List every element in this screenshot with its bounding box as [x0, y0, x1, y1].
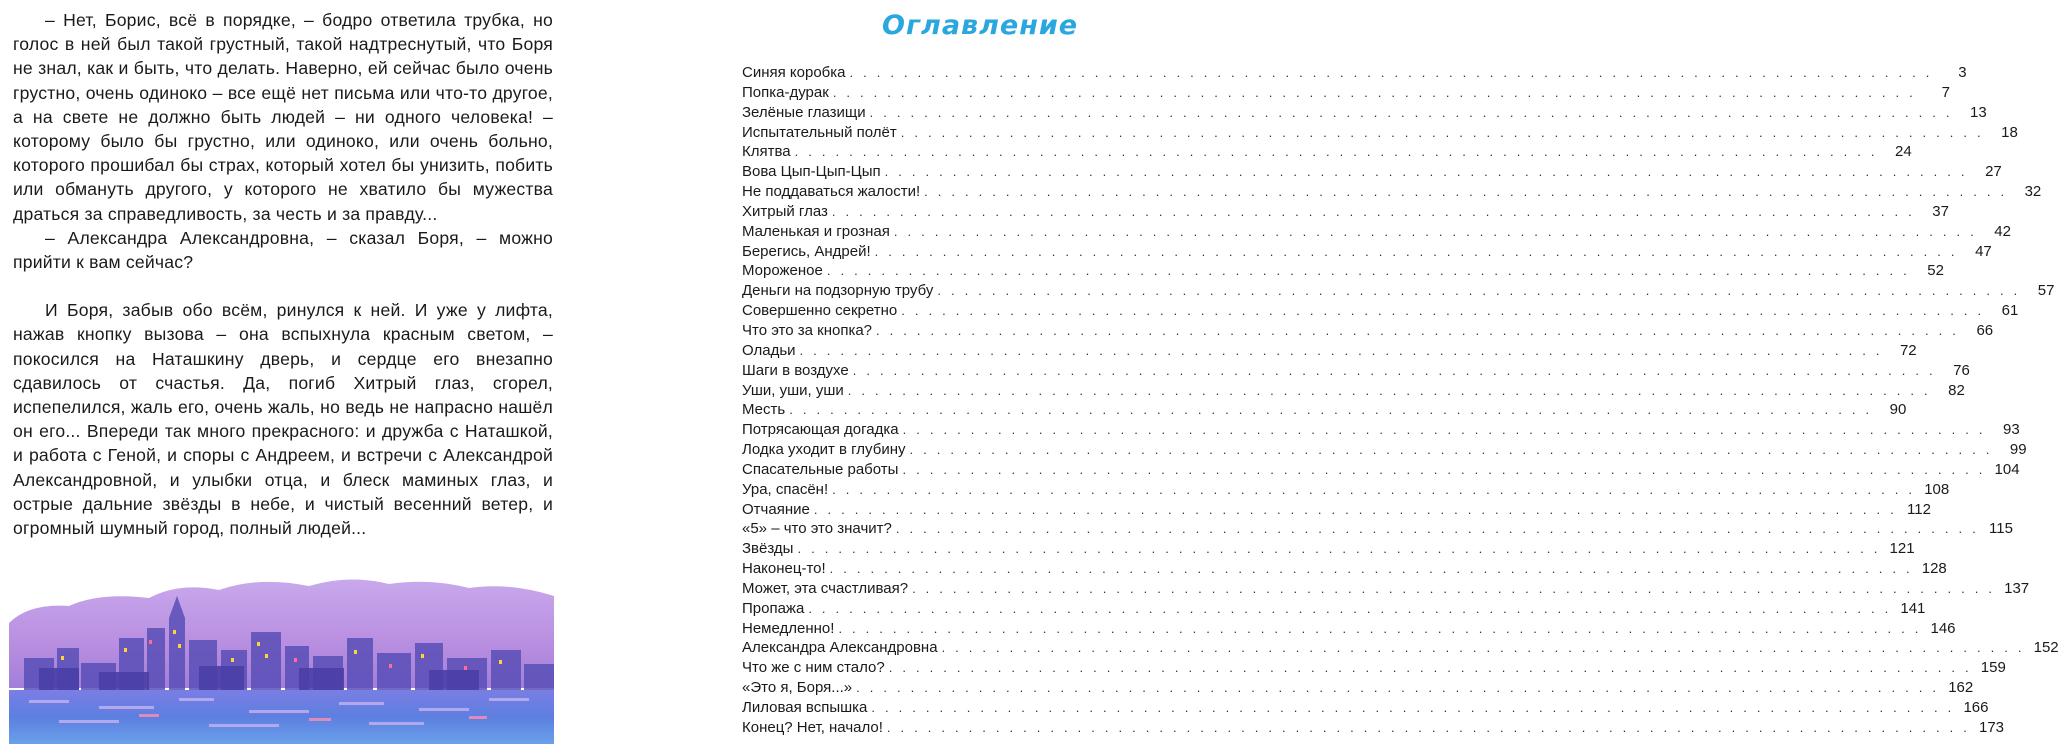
toc-entry-title: Не поддаваться жалости!	[742, 183, 921, 201]
toc-entry-page: 137	[2004, 579, 2030, 597]
toc-entry[interactable]	[742, 440, 2027, 460]
toc-entry[interactable]	[742, 539, 1915, 559]
toc-leader-dots: . . . . . . . . . . . . . . . . . . . . . . . . . . . . . . . . . . . . . . . . . . . . . . . . . . . . . . . . . . . . . . . . . . . . . . . . . . . . . . . .	[902, 461, 1986, 477]
toc-entry-title: Оладьи	[742, 341, 796, 359]
toc-entry[interactable]	[742, 162, 2002, 182]
toc-entry[interactable]	[742, 420, 2020, 440]
toc-leader-dots: . . . . . . . . . . . . . . . . . . . . . . . . . . . . . . . . . . . . . . . . . . . . . . . . . . . . . . . . . . . . . . . . . . . . . . . . . . . . . . . .	[874, 243, 1958, 259]
toc-entry[interactable]	[742, 718, 2005, 738]
toc-leader-dots: . . . . . . . . . . . . . . . . . . . . . . . . . . . . . . . . . . . . . . . . . . . . . . . . . . . . . . . . . . . . . . . . . . . . . . . . . . . . . . . .	[829, 561, 1913, 577]
toc-entry[interactable]	[742, 301, 2019, 321]
toc-entry-title: Зелёные глазищи	[742, 103, 866, 121]
toc-entry-page: 90	[1889, 401, 1907, 419]
toc-leader-dots: . . . . . . . . . . . . . . . . . . . . . . . . . . . . . . . . . . . . . . . . . . . . . . . . . . . . . . . . . . . . . . . . . . . . . . . . . . . . . . . .	[856, 680, 1940, 696]
toc-entry-page: 152	[2033, 639, 2059, 657]
toc-leader-dots: . . . . . . . . . . . . . . . . . . . . . . . . . . . . . . . . . . . . . . . . . . . . . . . . . . . . . . . . . . . . . . . . . . . . . . . . . . . . . . . .	[794, 144, 1878, 160]
toc-entry-page: 108	[1924, 480, 1950, 498]
toc-entry[interactable]	[742, 182, 2042, 202]
toc-leader-dots: . . . . . . . . . . . . . . . . . . . . . . . . . . . . . . . . . . . . . . . . . . . . . . . . . . . . . . . . . . . . . . . . . . . . . . . . . . . . . . . .	[847, 382, 1931, 398]
toc-entry[interactable]	[742, 579, 2030, 599]
toc-entry-title: Совершенно секретно	[742, 302, 898, 320]
toc-leader-dots: . . . . . . . . . . . . . . . . . . . . . . . . . . . . . . . . . . . . . . . . . . . . . . . . . . . . . . . . . . . . . . . . . . . . . . . . . . . . . . . .	[941, 640, 2025, 656]
toc-entry-title: Потрясающая догадка	[742, 421, 899, 439]
toc-heading: Оглавление	[882, 10, 1079, 41]
toc-entry-title: Шаги в воздухе	[742, 361, 849, 379]
story-paragraph-1: – Нет, Борис, всё в порядке, – бодро ответила трубка, но голос в ней был такой грустный, такой надтреснутый, что Боря не знал, как и быть, что делать. Наверно, ей сейчас было очень грустно, очень одиноко – все ещё нет письма или что-то другое, а на свете не должно быть людей – ни одного человека! – которому было бы грустно, или одиноко, или очень больно, которого прошибал бы страх, который хотел бы унизить, побить или обмануть другого, у которого не хватило бы мужества драться за справедливость, за честь и за правду...	[13, 10, 553, 224]
toc-leader-dots: . . . . . . . . . . . . . . . . . . . . . . . . . . . . . . . . . . . . . . . . . . . . . . . . . . . . . . . . . . . . . . . . . . . . . . . . . . . . . . . .	[799, 342, 1883, 358]
toc-entry-page: 72	[1899, 341, 1917, 359]
toc-entry[interactable]	[742, 698, 1989, 718]
toc-entry-page: 159	[1980, 659, 2006, 677]
toc-entry-title: «5» – что это значит?	[742, 520, 892, 538]
toc-entry-title: Отчаяние	[742, 500, 810, 518]
toc-entry[interactable]	[742, 500, 1931, 520]
toc-leader-dots: . . . . . . . . . . . . . . . . . . . . . . . . . . . . . . . . . . . . . . . . . . . . . . . . . . . . . . . . . . . . . . . . . . . . . . . . . . . . . . . .	[937, 283, 2021, 299]
toc-entry[interactable]	[742, 281, 2055, 301]
toc-leader-dots: . . . . . . . . . . . . . . . . . . . . . . . . . . . . . . . . . . . . . . . . . . . . . . . . . . . . . . . . . . . . . . . . . . . . . . . . . . . . . . . .	[902, 422, 1986, 438]
toc-entry-page: 166	[1963, 699, 1989, 716]
toc-leader-dots: . . . . . . . . . . . . . . . . . . . . . . . . . . . . . . . . . . . . . . . . . . . . . . . . . . . . . . . . . . . . . . . . . . . . . . . . . . . . . . . .	[831, 203, 1915, 219]
toc-entry-page: 18	[2001, 123, 2018, 141]
toc-entry-page: 104	[1994, 460, 2020, 478]
toc-entry-title: Что же с ним стало?	[742, 659, 885, 677]
toc-entry[interactable]	[742, 341, 1917, 361]
toc-entry-title: Деньги на подзорную трубу	[742, 282, 934, 300]
left-page	[0, 0, 600, 750]
toc-entry-page: 24	[1895, 143, 1912, 161]
toc-entry[interactable]	[742, 599, 1926, 619]
toc-leader-dots: . . . . . . . . . . . . . . . . . . . . . . . . . . . . . . . . . . . . . . . . . . . . . . . . . . . . . . . . . . . . . . . . . . . . . . . . . . . . . . . .	[832, 84, 1916, 100]
toc-entry-page: 93	[2003, 421, 2020, 439]
city-skyline-illustration	[9, 568, 554, 744]
toc-entry[interactable]	[742, 638, 2059, 658]
toc-leader-dots: . . . . . . . . . . . . . . . . . . . . . . . . . . . . . . . . . . . . . . . . . . . . . . . . . . . . . . . . . . . . . . . . . . . . . . . . . . . . . . . .	[895, 521, 1979, 537]
toc-entry-title: Конец? Нет, начало!	[742, 718, 883, 736]
toc-entry[interactable]	[742, 400, 1907, 420]
toc-leader-dots: . . . . . . . . . . . . . . . . . . . . . . . . . . . . . . . . . . . . . . . . . . . . . . . . . . . . . . . . . . . . . . . . . . . . . . . . . . . . . . . .	[808, 600, 1892, 616]
toc-entry[interactable]	[742, 142, 1912, 162]
toc-entry[interactable]	[742, 242, 1992, 262]
story-paragraph-2: – Александра Александровна, – сказал Боря, – можно прийти к вам сейчас?	[13, 227, 553, 273]
toc-entry-title: Спасательные работы	[742, 460, 899, 478]
toc-entry[interactable]	[742, 63, 1967, 83]
toc-leader-dots: . . . . . . . . . . . . . . . . . . . . . . . . . . . . . . . . . . . . . . . . . . . . . . . . . . . . . . . . . . . . . . . . . . . . . . . . . . . . . . . .	[901, 303, 1985, 319]
toc-entry-title: Месть	[742, 401, 786, 419]
toc-entry-page: 112	[1907, 500, 1931, 518]
toc-leader-dots: . . . . . . . . . . . . . . . . . . . . . . . . . . . . . . . . . . . . . . . . . . . . . . . . . . . . . . . . . . . . . . . . . . . . . . . . . . . . . . . .	[893, 223, 1977, 239]
toc-leader-dots: . . . . . . . . . . . . . . . . . . . . . . . . . . . . . . . . . . . . . . . . . . . . . . . . . . . . . . . . . . . . . . . . . . . . . . . . . . . . . . . .	[871, 700, 1955, 715]
toc-entry-title: Может, эта счастливая?	[742, 579, 909, 597]
paragraph-gap	[13, 274, 553, 298]
story-paragraph-3: И Боря, забыв обо всём, ринулся к ней. И уже у лифта, нажав кнопку вызова – она вспыхнула красным светом, – покосился на Наташкину дверь, и сердце его внезапно сдавилось от счастья. Да, погиб Хитрый глаз, сгорел, испепелился, жаль его, очень жаль, но ведь не напрасно нашёл он его... Впереди так много прекрасного: и дружба с Наташкой, и работа с Геной, и споры с Андреем, и встречи с Александрой Александровной, и улыбки отца, и блеск маминых глаз, и острые дальние звёзды в небе, и чистый весенний ветер, и огромный шумный город, полный людей...	[13, 300, 553, 539]
toc-leader-dots: . . . . . . . . . . . . . . . . . . . . . . . . . . . . . . . . . . . . . . . . . . . . . . . . . . . . . . . . . . . . . . . . . . . . . . . . . . . . . . . .	[832, 481, 1916, 497]
toc-entry-title: Ура, спасён!	[742, 480, 829, 498]
right-page	[600, 0, 2059, 750]
toc-entry-title: Пропажа	[742, 599, 805, 617]
toc-entry-title: Немедленно!	[742, 619, 835, 637]
toc-entry-page: 66	[1976, 321, 1994, 339]
toc-entry-page: 47	[1975, 242, 1992, 260]
toc-entry-title: Хитрый глаз	[742, 202, 828, 220]
toc-entry[interactable]	[742, 361, 1970, 381]
toc-leader-dots: . . . . . . . . . . . . . . . . . . . . . . . . . . . . . . . . . . . . . . . . . . . . . . . . . . . . . . . . . . . . . . . . . . . . . . . . . . . . . . . .	[884, 164, 1968, 180]
toc-entry-page: 57	[2037, 282, 2055, 300]
toc-entry-page: 162	[1948, 679, 1974, 697]
toc-entry[interactable]	[742, 381, 1965, 401]
toc-leader-dots: . . . . . . . . . . . . . . . . . . . . . . . . . . . . . . . . . . . . . . . . . . . . . . . . . . . . . . . . . . . . . . . . . . . . . . . . . . . . . . . .	[813, 501, 1897, 517]
toc-entry-title: Маленькая и грозная	[742, 222, 890, 240]
toc-entry[interactable]	[742, 619, 1956, 639]
toc-leader-dots: . . . . . . . . . . . . . . . . . . . . . . . . . . . . . . . . . . . . . . . . . . . . . . . . . . . . . . . . . . . . . . . . . . . . . . . . . . . . . . . .	[888, 660, 1972, 676]
toc-entry-title: Лодка уходит в глубину	[742, 441, 906, 459]
toc-entry[interactable]	[742, 678, 1974, 698]
toc-leader-dots: . . . . . . . . . . . . . . . . . . . . . . . . . . . . . . . . . . . . . . . . . . . . . . . . . . . . . . . . . . . . . . . . . . . . . . . . . . . . . . . .	[789, 402, 1873, 418]
toc-entry-page: 61	[2001, 302, 2019, 320]
toc-entry-page: 115	[1989, 520, 2013, 538]
toc-entry-page: 3	[1958, 64, 1967, 81]
toc-entry-page: 82	[1948, 381, 1965, 399]
toc-entry-page: 141	[1900, 599, 1926, 617]
toc-leader-dots: . . . . . . . . . . . . . . . . . . . . . . . . . . . . . . . . . . . . . . . . . . . . . . . . . . . . . . . . . . . . . . . . . . . . . . . . . . . . . . . .	[900, 124, 1984, 140]
toc-entry-page: 52	[1927, 262, 1944, 280]
toc-entry-title: Что это за кнопка?	[742, 321, 873, 339]
toc-entry[interactable]	[742, 202, 1949, 222]
toc-entry-title: Вова Цып-Цып-Цып	[742, 163, 881, 181]
toc-entry-title: Наконец-то!	[742, 560, 826, 578]
toc-entry[interactable]	[742, 103, 1987, 123]
toc-entry-page: 99	[2009, 441, 2027, 459]
toc-leader-dots: . . . . . . . . . . . . . . . . . . . . . . . . . . . . . . . . . . . . . . . . . . . . . . . . . . . . . . . . . . . . . . . . . . . . . . . . . . . . . . . .	[909, 442, 1993, 458]
toc-entry[interactable]	[742, 519, 2013, 539]
toc-entry[interactable]	[742, 658, 2006, 678]
toc-entry-page: 128	[1921, 560, 1947, 578]
toc-entry[interactable]	[742, 83, 1950, 103]
toc-entry[interactable]	[742, 559, 1947, 579]
toc-entry[interactable]	[742, 123, 2018, 143]
toc-entry-title: Лиловая вспышка	[742, 699, 868, 716]
toc-entry-page: 42	[1994, 222, 2011, 240]
toc-entry-title: Берегись, Андрей!	[742, 242, 871, 260]
toc-leader-dots: . . . . . . . . . . . . . . . . . . . . . . . . . . . . . . . . . . . . . . . . . . . . . . . . . . . . . . . . . . . . . . . . . . . . . . . . . . . . . . . .	[826, 263, 1910, 279]
toc-leader-dots: . . . . . . . . . . . . . . . . . . . . . . . . . . . . . . . . . . . . . . . . . . . . . . . . . . . . . . . . . . . . . . . . . . . . . . . . . . . . . . . .	[924, 184, 2008, 200]
toc-leader-dots: . . . . . . . . . . . . . . . . . . . . . . . . . . . . . . . . . . . . . . . . . . . . . . . . . . . . . . . . . . . . . . . . . . . . . . . . . . . . . . . .	[838, 620, 1922, 636]
toc-leader-dots: . . . . . . . . . . . . . . . . . . . . . . . . . . . . . . . . . . . . . . . . . . . . . . . . . . . . . . . . . . . . . . . . . . . . . . . . . . . . . . . .	[852, 362, 1936, 378]
toc-entry[interactable]	[742, 460, 2020, 480]
toc-entry-page: 146	[1930, 619, 1956, 637]
toc-entry-title: Звёзды	[742, 540, 794, 558]
toc-entry[interactable]	[742, 321, 1994, 341]
story-text	[13, 8, 553, 540]
toc-entry[interactable]	[742, 222, 2011, 242]
toc-entry-title: Клятва	[742, 143, 791, 161]
toc-entry-title: Александра Александровна	[742, 639, 938, 657]
toc-leader-dots: . . . . . . . . . . . . . . . . . . . . . . . . . . . . . . . . . . . . . . . . . . . . . . . . . . . . . . . . . . . . . . . . . . . . . . . . . . . . . . . .	[797, 541, 1881, 557]
toc-leader-dots: . . . . . . . . . . . . . . . . . . . . . . . . . . . . . . . . . . . . . . . . . . . . . . . . . . . . . . . . . . . . . . . . . . . . . . . . . . . . . . . .	[869, 104, 1953, 120]
toc-entry-title: Испытательный полёт	[742, 123, 897, 141]
toc-entry-title: Синяя коробка	[742, 64, 846, 81]
toc-list	[742, 63, 2059, 738]
toc-entry-page: 13	[1970, 103, 1987, 121]
toc-leader-dots: . . . . . . . . . . . . . . . . . . . . . . . . . . . . . . . . . . . . . . . . . . . . . . . . . . . . . . . . . . . . . . . . . . . . . . . . . . . . . . . .	[912, 580, 1996, 596]
toc-leader-dots: . . . . . . . . . . . . . . . . . . . . . . . . . . . . . . . . . . . . . . . . . . . . . . . . . . . . . . . . . . . . . . . . . . . . . . . . . . . . . . . .	[876, 322, 1960, 338]
toc-entry-page: 27	[1985, 163, 2002, 181]
toc-entry-page: 7	[1941, 83, 1950, 101]
toc-entry-page: 173	[1978, 718, 2005, 736]
toc-entry[interactable]	[742, 480, 1950, 500]
toc-entry-page: 76	[1953, 361, 1970, 379]
toc-entry-page: 37	[1932, 202, 1949, 220]
toc-entry-title: «Это я, Боря...»	[742, 679, 853, 697]
toc-entry-title: Попка-дурак	[742, 83, 829, 101]
toc-leader-dots: . . . . . . . . . . . . . . . . . . . . . . . . . . . . . . . . . . . . . . . . . . . . . . . . . . . . . . . . . . . . . . . . . . . . . . . . . . . . . . . .	[886, 719, 1971, 735]
toc-entry-page: 121	[1889, 540, 1915, 558]
toc-entry-page: 32	[2024, 183, 2042, 201]
toc-entry-title: Мороженое	[742, 262, 823, 280]
toc-entry[interactable]	[742, 261, 1944, 281]
toc-leader-dots: . . . . . . . . . . . . . . . . . . . . . . . . . . . . . . . . . . . . . . . . . . . . . . . . . . . . . . . . . . . . . . . . . . . . . . . . . . . . . . . .	[849, 65, 1933, 80]
toc-entry-title: Уши, уши, уши	[742, 381, 844, 399]
